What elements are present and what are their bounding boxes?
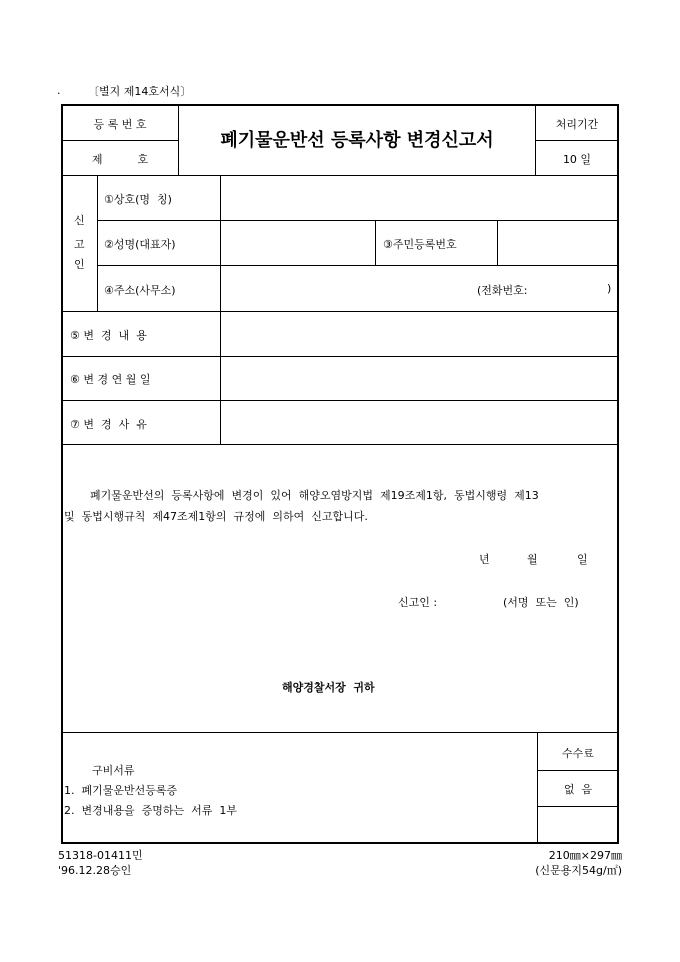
fee-row-line-1 [537,770,618,771]
header-bottom-line [62,175,618,176]
header-row-line-right [535,140,618,141]
fee-row-line-2 [537,806,618,807]
required-document-item-2: 2. 변경내용을 증명하는 서류 1부 [64,804,237,817]
required-document-item-1: 1. 폐기물운반선등록증 [64,784,178,797]
outer-border-bottom [61,842,619,844]
header-row-line-left [62,140,178,141]
reporter-bottom-line [62,311,618,312]
sign-hint: (서명 또는 인) [503,596,579,609]
approval-date: '96.12.28승인 [58,864,132,877]
year-label: 년 [479,553,490,566]
day-label: 일 [577,553,588,566]
month-label: 월 [527,553,538,566]
statement-line-1: 폐기물운반선의 등록사항에 변경이 있어 해양오염방지법 제19조제1항, 동법시행령 제13 [90,489,539,502]
reporter-row-line-2 [98,265,618,266]
change-row-line-2 [62,400,618,401]
issue-number-label: 제 호 [91,153,149,166]
reporter-section-char-1: 신 [74,214,85,227]
reporter-section-char-3: 인 [74,258,85,271]
change-content-label: ⑤ 변 경 내 용 [70,329,147,342]
reporter-sign-label: 신고인 : [398,596,438,609]
processing-period-value: 10 일 [562,153,592,166]
change-reason-field[interactable] [222,402,616,443]
dot-mark: . [57,84,61,97]
reporter-section-char-2: 고 [74,238,85,251]
statement-bottom-line [62,732,618,733]
change-date-label: ⑥ 변 경 연 월 일 [70,373,151,386]
change-content-field[interactable] [222,313,616,355]
paper-type: (신문용지54g/㎡) [535,864,622,877]
resident-label-divider-right [497,221,498,265]
change-row-line-1 [62,356,618,357]
phone-close-paren: ) [607,282,612,295]
label-column-divider [220,176,221,444]
phone-label: (전화번호: [477,284,528,297]
representative-name-label: ②성명(대표자) [104,238,176,251]
reporter-side-divider [97,176,98,311]
resident-number-field[interactable] [499,222,616,264]
outer-border-left [61,104,63,844]
addressee: 해양경찰서장 귀하 [282,681,375,694]
resident-label-divider-left [375,221,376,265]
change-date-field[interactable] [222,358,616,399]
change-reason-label: ⑦ 변 경 사 유 [70,418,147,431]
address-field[interactable] [222,267,476,310]
required-documents-title: 구비서류 [92,764,135,777]
registration-number-label: 등 록 번 호 [93,118,147,131]
trade-name-label: ①상호(명 칭) [104,193,172,206]
page-title: 폐기물운반선 등록사항 변경신고서 [220,130,494,151]
representative-name-field[interactable] [222,222,374,264]
phone-field[interactable] [543,267,603,310]
fee-value: 없 음 [563,783,593,796]
resident-number-label: ③주민등록번호 [383,238,457,251]
statement-line-2: 및 동법시행규칙 제47조제1항의 규정에 의하여 신고합니다. [64,510,368,523]
change-row-line-3 [62,444,618,445]
reporter-row-line-1 [98,220,618,221]
paper-size: 210㎜×297㎜ [548,849,622,862]
processing-period-label: 처리기간 [555,118,599,131]
form-label: 〔별지 제14호서식〕 [88,85,192,98]
form-number: 51318-01411민 [58,849,143,862]
outer-border-right [617,104,619,844]
address-label: ④주소(사무소) [104,284,176,297]
fee-label: 수수료 [562,747,594,760]
trade-name-field[interactable] [222,177,616,219]
